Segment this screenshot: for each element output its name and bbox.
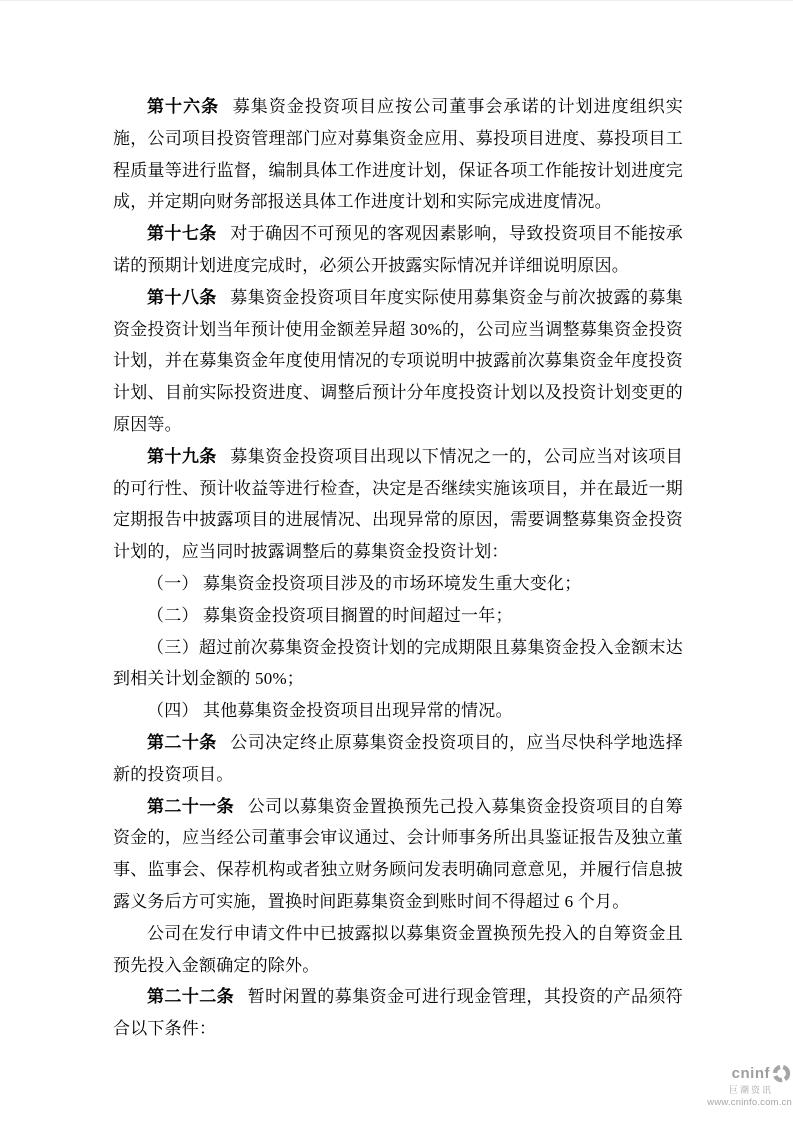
paragraph-text: 募集资金投资项目年度实际使用募集资金与前次披露的募集资金投资计划当年预计使用金额差异超 30%的，公司应当调整募集资金投资计划，并在募集资金年度使用情况的专项说明中披露前次募集资金年度投资计划、目前实际投资进度、调整后预计分年度投资计划以及投资计划变更的原因等。 <box>113 287 683 434</box>
paragraph <box>113 441 683 568</box>
cninfo-logo <box>692 1063 792 1108</box>
paragraph <box>113 218 683 282</box>
paragraph-text: （二） 募集资金投资项目搁置的时间超过一年； <box>147 605 513 625</box>
article-number-label: 第十六条 <box>147 97 220 116</box>
article-number-label: 第十八条 <box>147 287 217 307</box>
paragraph <box>113 981 683 1045</box>
paragraph-text: 募集资金投资项目应按公司董事会承诺的计划进度组织实施，公司项目投资管理部门应对募集资金应用、募投项目进度、募投项目工程质量等进行监督，编制具体工作进度计划，保证各项工作能按计划进度完成，并定期向财务部报送具体工作进度计划和实际完成进度情况。 <box>113 97 683 212</box>
cninfo-swirl-icon <box>771 1063 792 1084</box>
article-number-label: 第二十一条 <box>147 796 235 816</box>
paragraph-text: 公司决定终止原募集资金投资项目的，应当尽快科学地选择新的投资项目。 <box>113 732 683 784</box>
cninfo-website: www.cninfo.com.cn <box>707 1096 792 1108</box>
paragraph <box>113 727 683 791</box>
paragraph-text: 暂时闲置的募集资金可进行现金管理，其投资的产品须符合以下条件： <box>113 987 684 1039</box>
paragraph <box>113 695 683 727</box>
article-number-label: 第二十二条 <box>147 987 235 1007</box>
document-page <box>0 1 793 1123</box>
paragraph <box>113 918 683 982</box>
paragraph <box>113 91 683 218</box>
paragraph <box>113 791 683 918</box>
paragraph-text: 募集资金投资项目出现以下情况之一的，公司应当对该项目的可行性、预计收益等进行检查，决定是否继续实施该项目，并在最近一期定期报告中披露项目的进展情况、出现异常的原因，需要调整募集资金投资计划的，应当同时披露调整后的募集资金投资计划： <box>113 446 683 562</box>
paragraph <box>113 632 683 696</box>
paragraph-text: 公司在发行申请文件中已披露拟以募集资金置换预先投入的自筹资金且预先投入金额确定的除外。 <box>113 923 683 975</box>
paragraph <box>113 600 683 632</box>
paragraph-text: 公司以募集资金置换预先己投入募集资金投资项目的自筹资金的，应当经公司董事会审议通过、会计师事务所出具鉴证报告及独立董事、监事会、保荐机构或者独立财务顾问发表明确同意意见，并履行信息披露义务后方可实施，置换时间距募集资金到账时间不得超过 6 个月。 <box>113 796 684 911</box>
article-number-label: 第二十条 <box>147 732 217 752</box>
paragraph <box>113 282 683 441</box>
document-body <box>113 91 683 1045</box>
article-number-label: 第十九条 <box>147 446 217 466</box>
paragraph-text: （四） 其他募集资金投资项目出现异常的情况。 <box>147 701 513 721</box>
paragraph-text: 对于确因不可预见的客观因素影响，导致投资项目不能按承诺的预期计划进度完成时，必须公开披露实际情况并详细说明原因。 <box>113 224 683 275</box>
cninfo-wordmark: cninf <box>731 1064 770 1082</box>
cninfo-logo-row <box>732 1063 792 1084</box>
cninfo-brand-cn: 巨潮资讯 <box>728 1084 773 1095</box>
paragraph-text: （一） 募集资金投资项目涉及的市场环境发生重大变化； <box>147 573 582 593</box>
paragraph-text: （三）超过前次募集资金投资计划的完成期限且募集资金投入金额末达到相关计划金额的 50%； <box>113 637 683 689</box>
paragraph <box>113 568 683 600</box>
article-number-label: 第十七条 <box>147 224 217 244</box>
